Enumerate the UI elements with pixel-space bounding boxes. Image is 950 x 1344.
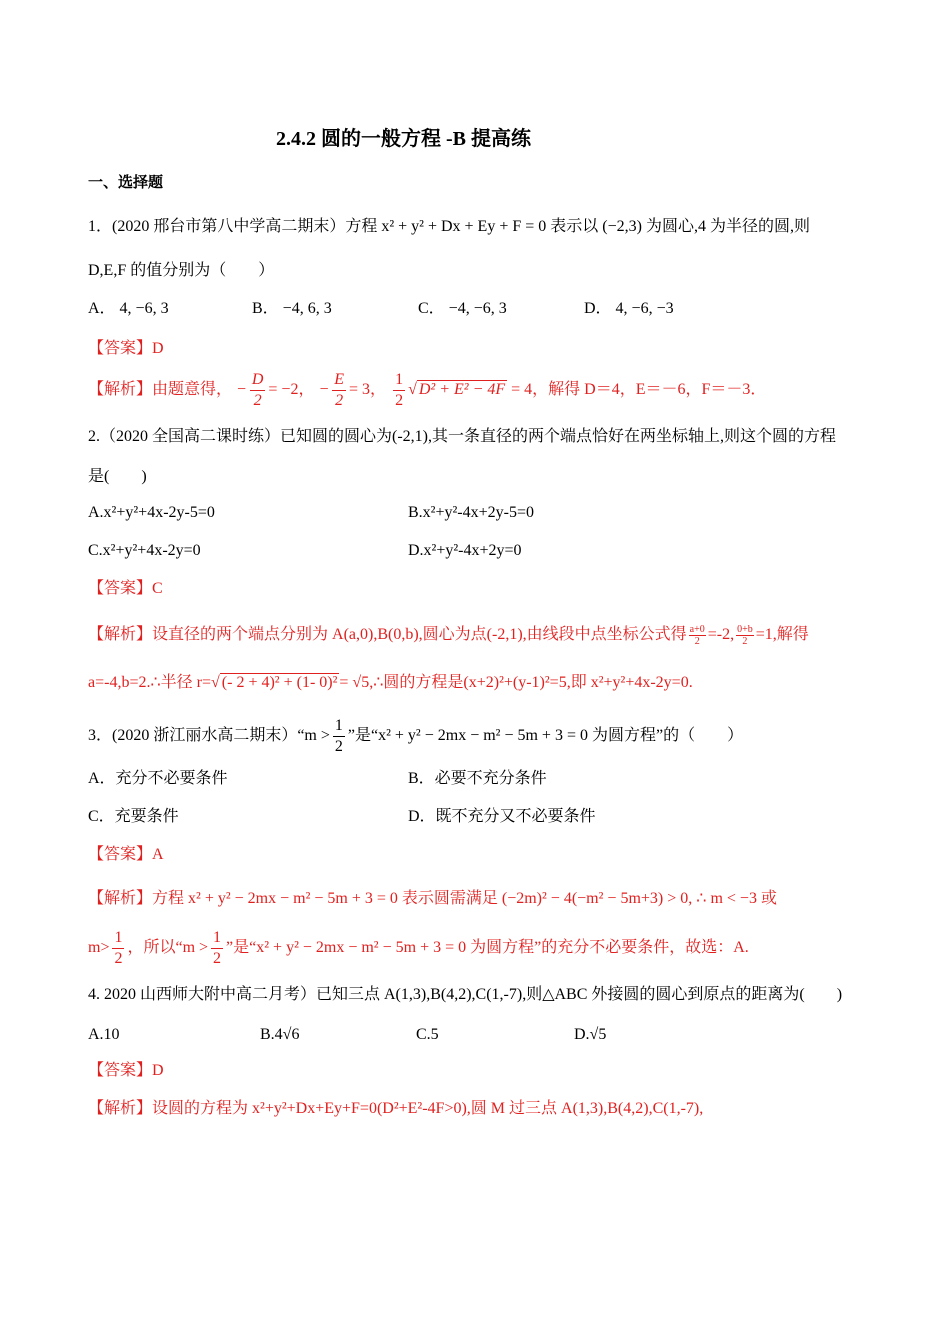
q1-option-c: C． −4, −6, 3 bbox=[418, 300, 507, 317]
analysis-text: 设圆的方程为 x²+y²+Dx+Ey+F=0(D²+E²-4F>0),圆 M 过三点 A(1,3),B(4,2),C(1,-7), bbox=[152, 1100, 704, 1117]
q1-stem-cont: D,E,F 的值分别为（ ） bbox=[88, 262, 275, 279]
fraction: $\frac{1}{2}$ bbox=[334, 717, 343, 755]
analysis-label: 【解析】 bbox=[88, 626, 153, 643]
q1-option-b: B． −4, 6, 3 bbox=[252, 300, 332, 317]
fraction: $\frac{D}{2}$ bbox=[251, 370, 264, 409]
analysis-label: 【解析】 bbox=[88, 381, 153, 398]
analysis-text: ”是“x² + y² − 2mx − m² − 5m + 3 = 0 为圆方程”的充分不必要条件，故选：A. bbox=[226, 939, 749, 956]
q3-option-b: B．必要不充分条件 bbox=[408, 770, 547, 787]
q2-option-d: D.x²+y²-4x+2y=0 bbox=[408, 542, 522, 559]
analysis-text: =1,解得 bbox=[755, 626, 809, 643]
q2-option-a: A.x²+y²+4x-2y-5=0 bbox=[88, 504, 215, 521]
q4-stem: 4. 2020 山西师大附中高二月考）已知三点 A(1,3),B(4,2),C(1,-7),则△ABC 外接圆的圆心到原点的距离为( ) bbox=[88, 986, 843, 1003]
analysis-label: 【解析】 bbox=[88, 890, 153, 907]
q2-option-b: B.x²+y²-4x+2y-5=0 bbox=[408, 504, 534, 521]
q3-answer: 【答案】A bbox=[88, 846, 164, 863]
q3-option-d: D．既不充分又不必要条件 bbox=[408, 808, 596, 825]
analysis-text: m> bbox=[88, 939, 110, 956]
q3-analysis bbox=[88, 888, 777, 910]
fraction: $\frac{1}{2}$ bbox=[213, 928, 222, 967]
sqrt-expression: D² + E² − 4F bbox=[418, 381, 506, 398]
sqrt-expression: (- 2 + 4)² + (1- 0)² bbox=[221, 674, 338, 691]
q2-stem-cont: 是( ) bbox=[88, 468, 147, 485]
q3-analysis-cont bbox=[88, 926, 749, 970]
analysis-text: 设直径的两个端点分别为 A(a,0),B(0,b),圆心为点(-2,1),由线段中点坐标公式得 bbox=[152, 626, 687, 643]
fraction: $\frac{1}{2}$ bbox=[395, 370, 404, 409]
page-title: 2.4.2 圆的一般方程 -B 提高练 bbox=[276, 128, 531, 150]
stem-text: ”是“x² + y² − 2mx − m² − 5m + 3 = 0 为圆方程”的（ ） bbox=[347, 727, 744, 745]
q2-answer: 【答案】C bbox=[88, 580, 163, 597]
q4-answer: 【答案】D bbox=[88, 1062, 164, 1079]
q3-option-a: A．充分不必要条件 bbox=[88, 770, 228, 787]
q1-option-a: A． 4, −6, 3 bbox=[88, 300, 169, 317]
analysis-text: = −2， bbox=[268, 381, 315, 398]
q4-option-b: B.4√6 bbox=[260, 1026, 300, 1043]
q2-stem: 2.（2020 全国高二课时练）已知圆的圆心为(-2,1),其一条直径的两个端点恰好在两坐标轴上,则这个圆的方程 bbox=[88, 428, 836, 445]
fraction: $\frac{E}{2}$ bbox=[334, 370, 345, 409]
q2-option-c: C.x²+y²+4x-2y=0 bbox=[88, 542, 201, 559]
q4-option-c: C.5 bbox=[416, 1026, 439, 1043]
q1-analysis: 【解析】由题意得， − $\frac{D}{2}$ = −2， − $\frac{E}{2}$ = 3， $\frac{1}{2}$ √ D² + E² − 4F = 4，解得 D＝4，E＝－6，F＝－3． bbox=[88, 370, 767, 409]
stem-text: 3．(2020 浙江丽水高二期末）“m > bbox=[88, 727, 330, 745]
analysis-label: 【解析】 bbox=[88, 1100, 153, 1117]
analysis-text: = 4，解得 D＝4，E＝－6，F＝－3． bbox=[511, 381, 767, 398]
analysis-text: = 3， bbox=[349, 381, 387, 398]
fraction: $\frac{1}{2}$ bbox=[114, 928, 123, 967]
analysis-text: a=-4,b=2.∴半径 r= bbox=[88, 674, 212, 691]
q3-option-c: C．充要条件 bbox=[88, 808, 179, 825]
q1-option-d: D． 4, −6, −3 bbox=[584, 300, 674, 317]
q3-stem bbox=[88, 716, 743, 757]
q4-option-a: A.10 bbox=[88, 1026, 120, 1043]
q1-stem: 1．(2020 邢台市第八中学高二期末）方程 x² + y² + Dx + Ey + F = 0 表示以 (−2,3) 为圆心,4 为半径的圆,则 bbox=[88, 218, 810, 235]
section-heading: 一、选择题 bbox=[88, 175, 164, 191]
q2-analysis-cont: a=-4,b=2.∴半径 r=√ (- 2 + 4)² + (1- 0)² = √5,∴圆的方程是(x+2)²+(y-1)²=5,即 x²+y²+4x-2y=0. bbox=[88, 674, 693, 691]
fraction: $\frac{0+b}{2}$ bbox=[737, 623, 753, 647]
analysis-text: 方程 x² + y² − 2mx − m² − 5m + 3 = 0 表示圆需满足 (−2m)² − 4(−m² − 5m+3) > 0, ∴ m < −3 或 bbox=[152, 890, 777, 907]
q1-answer: 【答案】D bbox=[88, 340, 164, 357]
analysis-text: 由题意得， bbox=[152, 381, 233, 398]
analysis-text: =-2, bbox=[707, 626, 735, 643]
q4-option-d: D.√5 bbox=[574, 1026, 607, 1043]
analysis-text: ，所以“m > bbox=[127, 939, 209, 956]
fraction: $\frac{a+0}{2}$ bbox=[689, 623, 705, 647]
q4-analysis bbox=[88, 1098, 703, 1120]
analysis-text: = √5,∴圆的方程是(x+2)²+(y-1)²=5,即 x²+y²+4x-2y=0. bbox=[339, 674, 693, 691]
q2-analysis bbox=[88, 620, 809, 650]
